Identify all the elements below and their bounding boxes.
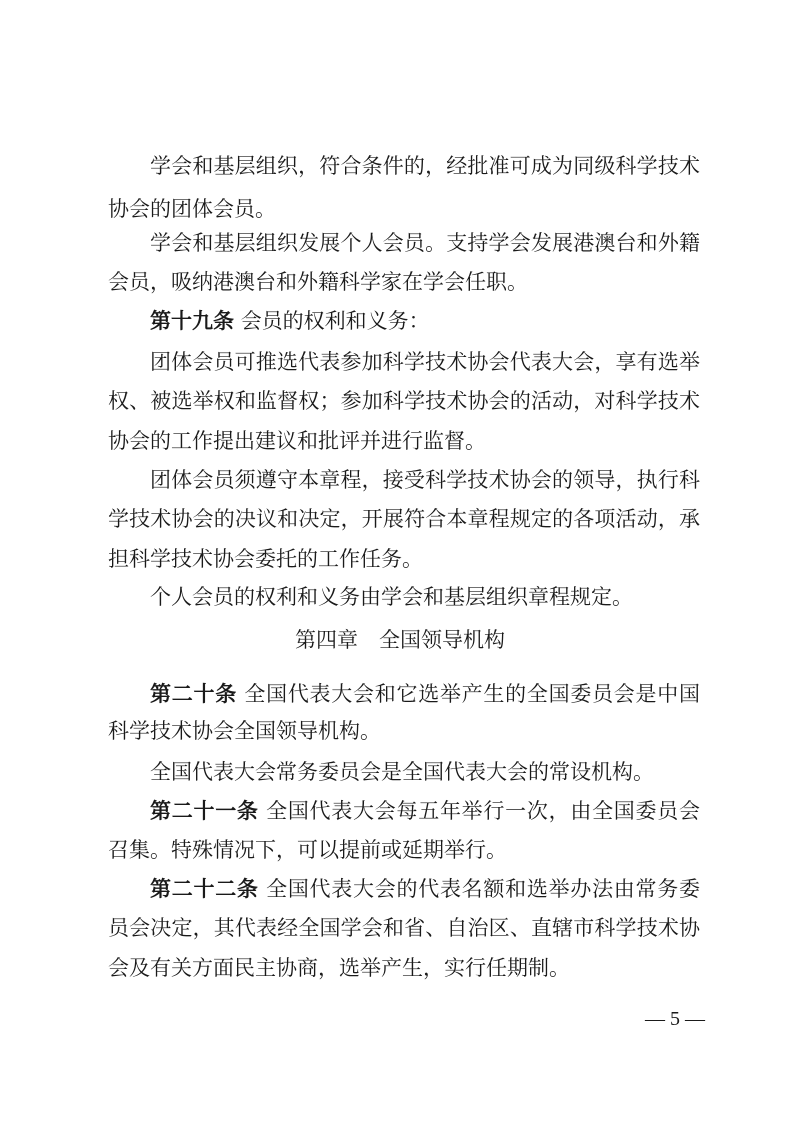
paragraph-text: 全国代表大会和它选举产生的全国委员会是中国 (244, 682, 700, 706)
paragraph-line: 全国代表大会常务委员会是全国代表大会的常设机构。 (150, 760, 654, 784)
paragraph-line: 权、被选举权和监督权；参加科学技术协会的活动，对科学技术 (108, 389, 700, 413)
paragraph-line: 协会的工作提出建议和批评并进行监督。 (108, 429, 486, 453)
article-spacer (234, 309, 241, 333)
paragraph-line: 团体会员可推选代表参加科学技术协会代表大会，享有选举 (150, 350, 700, 374)
paragraph-line: 团体会员须遵守本章程，接受科学技术协会的领导，执行科 (150, 468, 700, 492)
paragraph-line: 担科学技术协会委托的工作任务。 (108, 547, 423, 571)
paragraph-line: 学技术协会的决议和决定，开展符合本章程规定的各项活动，承 (108, 507, 700, 531)
paragraph-line: 会员，吸纳港澳台和外籍科学家在学会任职。 (108, 270, 528, 294)
paragraph-line: 协会的团体会员。 (108, 197, 276, 221)
article-paragraph (150, 797, 700, 825)
article-number: 第二十条 (150, 682, 237, 706)
article-number: 第二十二条 (150, 877, 259, 901)
article-paragraph (150, 307, 700, 335)
article-paragraph (150, 680, 700, 708)
paragraph-line: 员会决定，其代表经全国学会和省、自治区、直辖市科学技术协 (108, 916, 700, 940)
article-number: 第二十一条 (150, 799, 259, 823)
paragraph-line: 召集。特殊情况下，可以提前或延期举行。 (108, 838, 507, 862)
page-number: — 5 — (645, 1008, 705, 1030)
paragraph-line: 学会和基层组织发展个人会员。支持学会发展港澳台和外籍 (150, 231, 700, 255)
paragraph-line: 个人会员的权利和义务由学会和基层组织章程规定。 (150, 585, 633, 609)
paragraph-text: 会员的权利和义务： (240, 309, 430, 333)
chapter-heading: 第四章 全国领导机构 (295, 628, 505, 652)
paragraph-line: 科学技术协会全国领导机构。 (108, 719, 381, 743)
article-spacer (259, 799, 266, 823)
paragraph-text: 全国代表大会每五年举行一次，由全国委员会 (266, 799, 700, 823)
paragraph-text: 全国代表大会的代表名额和选举办法由常务委 (266, 877, 700, 901)
paragraph-line: 学会和基层组织，符合条件的，经批准可成为同级科学技术 (150, 154, 700, 178)
article-number: 第十九条 (150, 309, 234, 333)
article-paragraph (150, 875, 700, 903)
paragraph-line: 会及有关方面民主协商，选举产生，实行任期制。 (108, 956, 570, 980)
article-spacer (259, 877, 266, 901)
